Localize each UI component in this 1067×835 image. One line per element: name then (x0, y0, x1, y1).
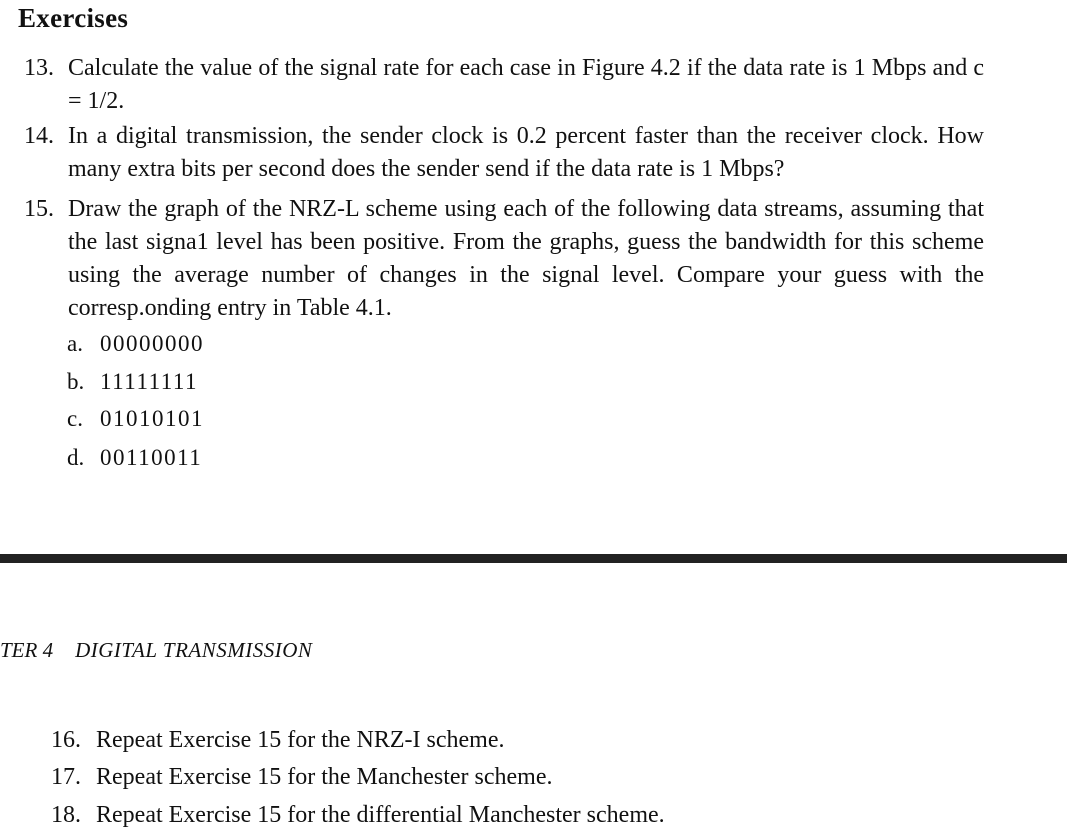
chapter-title: DIGITAL TRANSMISSION (75, 638, 313, 662)
data-stream-b (67, 367, 198, 397)
exercise-text: Repeat Exercise 15 for the Manchester scheme. (96, 764, 553, 790)
exercise-14 (24, 120, 984, 186)
exercise-18 (51, 799, 665, 832)
exercise-number: 17. (51, 764, 81, 790)
exercise-number: 18. (51, 802, 81, 828)
stream-bits: 11111111 (100, 369, 199, 394)
stream-bits: 01010101 (100, 406, 204, 431)
data-stream-c (67, 404, 204, 434)
exercise-number: 14. (24, 123, 54, 149)
exercise-15 (24, 193, 984, 325)
chapter-label: TER 4 (0, 638, 54, 662)
stream-bits: 00000000 (100, 331, 204, 356)
stream-bits: 00110011 (100, 445, 203, 470)
exercise-text: Repeat Exercise 15 for the differential Manchester scheme. (96, 802, 665, 828)
exercise-number: 15. (24, 196, 54, 222)
data-stream-a (67, 329, 204, 359)
stream-letter: d. (67, 445, 85, 470)
running-head (0, 638, 312, 663)
exercise-text: In a digital transmission, the sender clock is 0.2 percent faster than the receiver clock. How many extra bits per second does the sender send if the data rate is 1 Mbps? (68, 123, 984, 182)
exercise-17 (51, 761, 552, 794)
page-divider (0, 554, 1067, 563)
exercise-text: Repeat Exercise 15 for the NRZ-I scheme. (96, 727, 505, 753)
exercise-text: Draw the graph of the NRZ-L scheme using each of the following data streams, assuming that the last signa1 level has been positive. From the graphs, guess the bandwidth for this scheme using the average number of changes in the signal level. Compare your guess with the corresp.onding entry in Table 4.1. (68, 196, 984, 321)
exercise-number: 16. (51, 727, 81, 753)
stream-letter: b. (67, 369, 85, 394)
data-stream-d (67, 443, 202, 473)
exercise-text: Calculate the value of the signal rate for each case in Figure 4.2 if the data rate is 1 Mbps and c = 1/2. (68, 55, 984, 114)
exercise-13 (24, 52, 984, 118)
section-heading: Exercises (18, 3, 129, 33)
exercise-number: 13. (24, 55, 54, 81)
exercise-16 (51, 724, 505, 757)
stream-letter: a. (67, 331, 83, 356)
stream-letter: c. (67, 406, 83, 431)
